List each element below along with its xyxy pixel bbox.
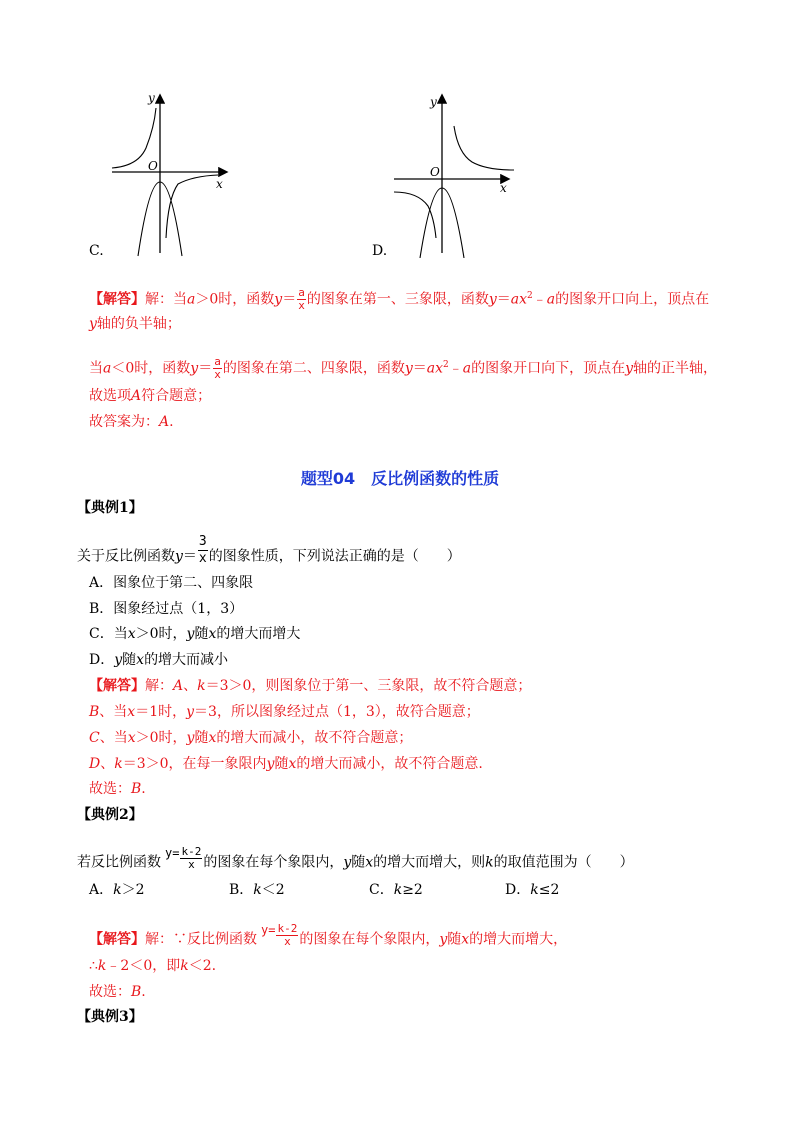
prev-solution-line-4: 故选项A符合题意； (89, 388, 212, 404)
example-1-heading: 【典例1】 (77, 500, 143, 516)
example-1-solution-line-4: D、k＝3＞0，在每一象限内y随x的增大而减小，故不符合题意. (89, 756, 483, 772)
example-2-solution-line-2: ∴k﹣2＜0，即k＜2. (89, 958, 217, 974)
example-3-heading: 【典例3】 (77, 1009, 143, 1025)
option-d-label: D. (372, 243, 388, 259)
fraction-k-minus-2-over-x: $\frac{k-2}{x}$ (181, 845, 202, 871)
hyperbola-branch (454, 126, 514, 170)
x-axis-label: x (216, 177, 223, 191)
example-1-option-b: B．图象经过点（1，3） (89, 601, 244, 617)
fraction-a-over-x: $\frac{a}{x}$ (214, 355, 221, 381)
example-1-option-a: A．图象位于第二、四象限 (89, 575, 254, 591)
y-axis-label: y (430, 95, 437, 109)
example-2-option-d: D．k≤2 (505, 882, 560, 898)
example-1-option-d: D．y随x的增大而减小 (89, 652, 229, 668)
example-2-option-b: B．k＜2 (229, 882, 285, 898)
example-1-option-c: C．当x＞0时，y随x的增大而增大 (89, 626, 301, 642)
origin-label: O (148, 159, 158, 173)
hyperbola-branch (394, 192, 436, 238)
graph-c (108, 88, 238, 258)
example-2-option-c: C．k≥2 (369, 882, 423, 898)
prev-solution-line-5: 故答案为：A. (89, 414, 174, 430)
hyperbola-branch (166, 175, 218, 238)
example-2-option-a: A．k＞2 (89, 882, 145, 898)
example-1-solution-line-3: C、当x＞0时，y随x的增大而减小，故不符合题意； (89, 730, 413, 746)
option-c-label: C. (89, 243, 104, 259)
example-1-solution-line-2: B、当x＝1时，y＝3，所以图象经过点（1，3），故符合题意； (89, 704, 480, 720)
example-2-solution-line-1: 【解答】解：∵反比例函数y= $\frac{k-2}{x}$ 的图象在每个象限内，y随x的增大而增大， (89, 922, 568, 948)
prev-solution-line-3: 当a＜0时，函数y＝ $\frac{a}{x}$ 的图象在第二、四象限，函数$y=ax^2﹣a$的图象开口向下，顶点在y轴的正半轴， (89, 355, 718, 381)
fraction-k-minus-2-over-x: $\frac{k-2}{x}$ (277, 922, 298, 948)
example-1-question: 关于反比例函数y＝ $\frac{3}{x}$ 的图象性质，下列说法正确的是（ ） (77, 534, 461, 566)
prev-solution-line-1: 【解答】解：当a＞0时，函数y＝ $\frac{a}{x}$ 的图象在第一、三象限，函数$y=ax^2﹣a$的图象开口向上，顶点在 (89, 286, 710, 312)
example-2-solution-line-3: 故选：B. (89, 984, 146, 1000)
example-2-question: 若反比例函数y= $\frac{k-2}{x}$ 的图象在每个象限内，y随x的增大而增大，则k的取值范围为（ ） (77, 845, 634, 871)
example-2-heading: 【典例2】 (77, 807, 143, 823)
section-title: 题型04 反比例函数的性质 (300, 469, 500, 488)
example-1-solution-line-5: 故选：B. (89, 781, 146, 797)
prev-solution-line-2: y轴的负半轴； (89, 316, 181, 332)
y-axis-label: y (148, 91, 155, 105)
example-1-solution-line-1: 【解答】解：A、k＝3＞0，则图象位于第一、三象限，故不符合题意； (89, 678, 532, 694)
x-axis-label: x (500, 181, 507, 195)
origin-label: O (430, 165, 440, 179)
fraction-3-over-x: $\frac{3}{x}$ (198, 534, 207, 566)
graph-d (390, 88, 520, 258)
fraction-a-over-x: $\frac{a}{x}$ (298, 286, 305, 312)
